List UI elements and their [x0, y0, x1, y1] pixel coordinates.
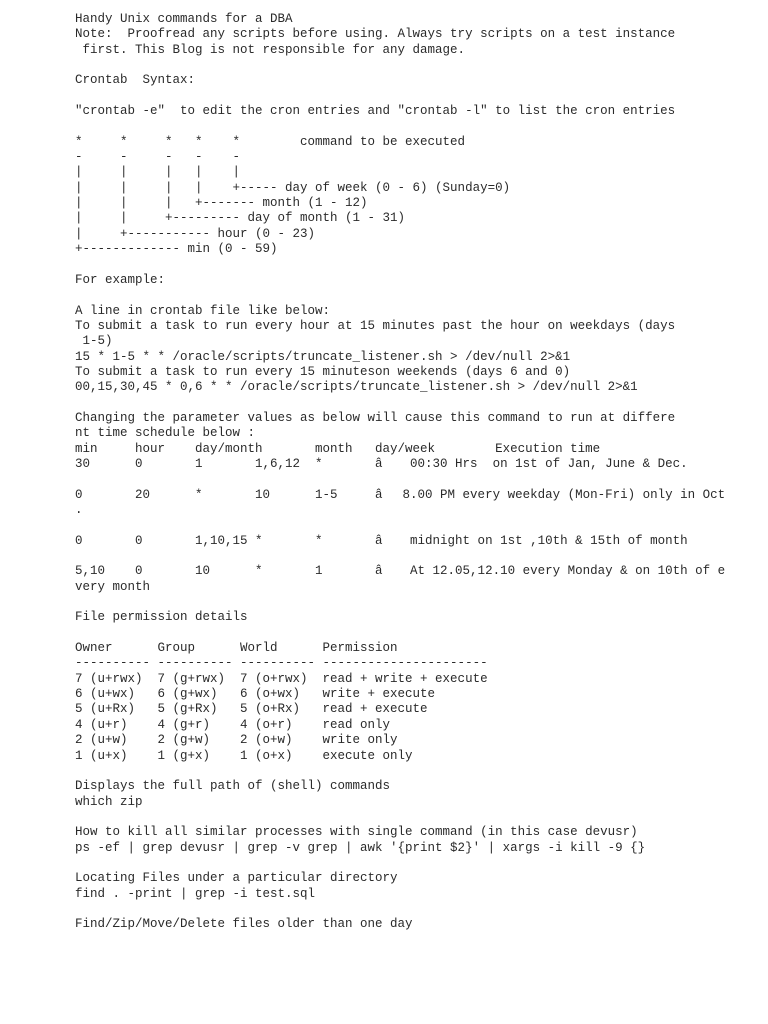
text-line [75, 856, 725, 871]
text-line: 30 0 1 1,6,12 * â 00:30 Hrs on 1st of Jan, June & Dec. [75, 456, 688, 471]
text-line: Crontab Syntax: [75, 73, 196, 88]
text-line [75, 89, 725, 104]
text-line: +------------- min (0 - 59) [75, 242, 278, 257]
text-line: Displays the full path of (shell) commands [75, 779, 391, 794]
text-line: first. This Blog is not responsible for any damage. [75, 42, 466, 57]
text-line: To submit a task to run every hour at 15 minutes past the hour on weekdays (days [75, 318, 676, 333]
text-line: 15 * 1-5 * * /oracle/scripts/truncate_listener.sh > /dev/null 2>&1 [75, 349, 571, 364]
text-line: . [75, 503, 83, 517]
text-line: | | | | +----- day of week (0 - 6) (Sunday=0) [75, 180, 511, 195]
text-line: min hour day/month month day/week Execution time [75, 441, 601, 456]
text-line [75, 595, 725, 610]
text-line: * * * * * command to be executed [75, 134, 466, 149]
text-line: | | | | | [75, 165, 241, 180]
text-line [75, 518, 725, 533]
text-line: To submit a task to run every 15 minuteson weekends (days 6 and 0) [75, 364, 571, 379]
text-line: Owner Group World Permission [75, 641, 398, 656]
text-line: A line in crontab file like below: [75, 303, 331, 318]
text-line: 0 0 1,10,15 * * â midnight on 1st ,10th & 15th of month [75, 533, 688, 548]
text-line: - - - - - [75, 150, 241, 165]
text-line [75, 472, 725, 487]
text-line [75, 549, 725, 564]
text-line: 0 20 * 10 1-5 â8.00 PM every weekday (Mon-Fri) only in Oct [75, 487, 726, 502]
text-line: File permission details [75, 610, 248, 625]
text-line: | +----------- hour (0 - 23) [75, 226, 316, 241]
text-line: 6 (u+wx) 6 (g+wx) 6 (o+wx) write + execute [75, 687, 436, 702]
text-line: 4 (u+r) 4 (g+r) 4 (o+r) read only [75, 717, 391, 732]
text-line [75, 902, 725, 917]
text-line: Locating Files under a particular directory [75, 871, 398, 886]
text-line [75, 258, 725, 273]
text-line [75, 810, 725, 825]
text-line: Note: Proofread any scripts before using. Always try scripts on a test instance [75, 27, 676, 42]
text-line [75, 288, 725, 303]
text-line: which zip [75, 794, 143, 809]
text-line: ps -ef | grep devusr | grep -v grep | awk '{print $2}' | xargs -i kill -9 {} [75, 840, 646, 855]
text-line: 7 (u+rwx) 7 (g+rwx) 7 (o+rwx) read + write + execute [75, 671, 488, 686]
text-line: Handy Unix commands for a DBA [75, 12, 293, 26]
text-line: nt time schedule below : [75, 426, 256, 441]
text-line: 5 (u+Rx) 5 (g+Rx) 5 (o+Rx) read + execute [75, 702, 428, 717]
text-line: For example: [75, 272, 166, 287]
text-line: "crontab -e" to edit the cron entries and "crontab -l" to list the cron entries [75, 104, 676, 119]
text-line: 1-5) [75, 334, 113, 349]
text-line: | | | +------- month (1 - 12) [75, 196, 368, 211]
text-line [75, 764, 725, 779]
text-line: 1 (u+x) 1 (g+x) 1 (o+x) execute only [75, 748, 413, 763]
text-line: 00,15,30,45 * 0,6 * * /oracle/scripts/truncate_listener.sh > /dev/null 2>&1 [75, 380, 638, 395]
text-line [75, 396, 725, 411]
text-line: Find/Zip/Move/Delete files older than one day [75, 917, 413, 932]
text-line: 2 (u+w) 2 (g+w) 2 (o+w) write only [75, 733, 398, 748]
text-line: Changing the parameter values as below will cause this command to run at differe [75, 410, 676, 425]
document-body [75, 12, 725, 933]
text-line: find . -print | grep -i test.sql [75, 886, 316, 901]
text-line [75, 58, 725, 73]
text-line: ---------- ---------- ---------- ---------------------- [75, 656, 488, 671]
text-line: 5,10 0 10 * 1 â At 12.05,12.10 every Monday & on 10th of e [75, 564, 726, 579]
text-line: | | +--------- day of month (1 - 31) [75, 211, 406, 226]
text-line [75, 626, 725, 641]
text-line: very month [75, 579, 151, 594]
text-line [75, 119, 725, 134]
text-line: How to kill all similar processes with single command (in this case devusr) [75, 825, 638, 840]
